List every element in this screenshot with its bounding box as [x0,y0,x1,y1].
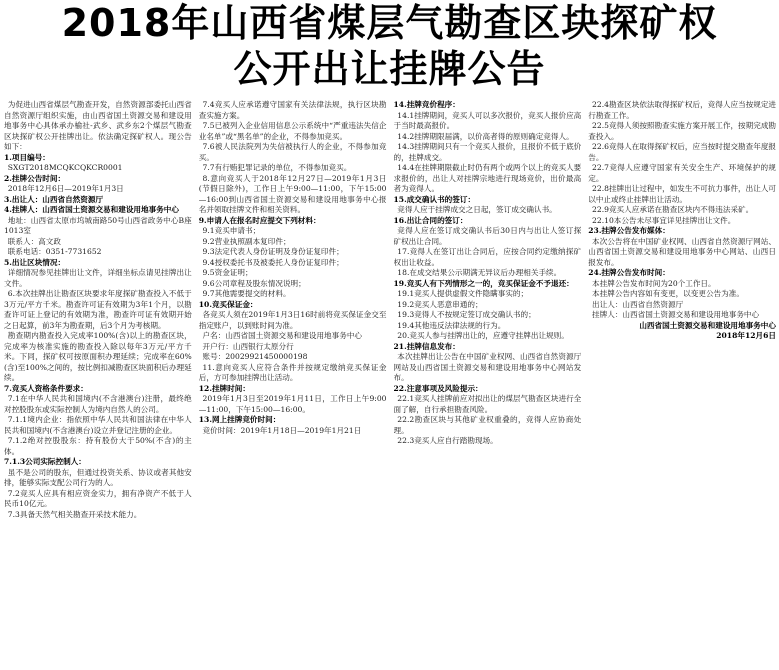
column-3-paragraph: 14.2挂牌期限届满，以价高者得的原则确定竞得人。 [397,131,574,141]
column-4-paragraph: 22.5竞得人须按照勘查实施方案开展工作，按期完成勘查投入。 [588,121,776,141]
column-4-paragraph: 22.6竞得人在取得探矿权后，应当按时提交勘查年度报告。 [588,142,776,162]
column-3-paragraph: 19.1竞买人提供虚假文件隐瞒事实的； [397,289,529,298]
column-1-paragraph: 7.竞买人资格条件要求： [4,383,88,393]
column-1-paragraph: 7.1.3公司实际控制人： [4,457,86,466]
column-4-paragraph: 出让人：山西省自然资源厅 [592,299,684,309]
column-4-paragraph: 24.挂牌公告发布时间： [588,268,670,277]
column-1-paragraph: 7.1.2绝对控股股东：持有股份大于50%(不含)的主体。 [4,436,192,456]
column-1-paragraph: 2.挂牌公告时间： [4,173,66,183]
column-2-paragraph: 7.7有行贿犯罪记录的单位，不得参加竞买。 [202,163,352,172]
column-3-paragraph: 15.成交确认书的签订： [393,194,476,204]
column-4-paragraph: 22.9竞买人应承诺在勘查区块内不得违法采矿。 [592,205,754,214]
column-4-paragraph: 本挂牌公告发布时间为20个工作日。 [592,278,716,288]
column-4-paragraph: 挂牌人：山西省国土资源交易和建设用地事务中心 [592,310,760,319]
column-2-paragraph: 账号：20029921450000198 [202,352,308,361]
column-3-paragraph: 竞得人应于挂牌成交之日起，签订成交确认书。 [397,205,557,214]
column-2-paragraph: 7.6被人民法院列为失信被执行人的企业，不得参加竞买。 [198,142,387,162]
column-1-paragraph: 为促进山西省煤层气勘查开发，自然资源部委托山西省自然资源厅组织实施，由山西省国土资源交易和建设用地事务中心具体承办榆社-武乡、武乡东2个煤层气勘查区块探矿权公开挂牌出让。依法确定探矿权人。现公告如下： [4,100,192,151]
column-2-paragraph: 竞价时间：2019年1月18日—2019年1月21日 [202,425,362,435]
article-column-3 [394,100,582,668]
headline-line-2: 公开出让挂牌公告 [233,47,546,91]
column-3-paragraph: 竞得人应在签订成交确认书后30日内与出让人签订探矿权出让合同。 [393,226,582,246]
column-2-paragraph: 7.5已被列入企业信用信息公示系统中“严重违法失信企业名单”或“黑名单”的企业，不得参加竞买。 [198,121,387,141]
article-column-4 [588,100,776,668]
column-1-paragraph: 5.出让区块情况： [4,257,66,267]
column-1-paragraph: 4.挂牌人：山西省国土资源交易和建设用地事务中心 [4,205,179,214]
announcement-headline [0,0,779,96]
column-4-paragraph: 22.10本公告未尽事宜详见挂牌出让文件。 [592,215,736,225]
column-3-paragraph: 17.竞得人在签订出让合同后，应按合同约定缴纳探矿权出让收益。 [393,247,582,267]
column-3-paragraph: 本次挂牌出让公告在中国矿业权网、山西省自然资源厅网站及山西省国土资源交易和建设用地事务中心网站发布。 [393,352,582,382]
column-1-paragraph: 详细情况参见挂牌出让文件，详细坐标点请见挂牌出让文件。 [4,268,192,288]
column-1-paragraph: 7.1在中华人民共和国境内(不含港澳台)注册，最终绝对控股股东或实际控制人为境内自然人的公司。 [4,394,192,414]
column-3-paragraph: 18.在成交结果公示期满无异议后办理相关手续。 [397,268,562,277]
column-3-paragraph: 20.竞买人参与挂牌出让的，应遵守挂牌出让规则。 [397,331,569,340]
column-2-paragraph: 10.竞买保证金： [198,299,258,309]
column-1-paragraph: 6.本次挂牌出让勘查区块要求年度探矿勘查投入不低于3万元/平方千米。勘查许可证有效期为3年1个月，以勘查许可证上登记的有效期为准，勘查许可证有效期开始之日起算，前3年为勘查期，后3个月为考核期。 [4,289,192,330]
column-1-paragraph: 联系人：高文政 [7,236,61,246]
column-3-paragraph: 19.3竞得人不按规定签订成交确认书的； [397,310,536,319]
column-1-paragraph: 7.2竞买人应具有相应资金实力，拥有净资产不低于人民币10亿元。 [4,488,192,508]
column-1-paragraph: 3.出让人：山西省自然资源厅 [4,194,104,204]
column-3-paragraph: 22.3竞买人应自行踏勘现场。 [397,436,498,445]
column-1-paragraph: 联系电话：0351-7731652 [7,247,102,256]
column-3-paragraph: 19.4其他违反法律法规的行为。 [397,320,506,330]
column-1-paragraph: 虽不是公司的股东，但通过投资关系、协议或者其他安排，能够实际支配公司行为的人。 [4,467,192,487]
column-4-paragraph: 22.7竞得人应遵守国家有关安全生产、环境保护的规定。 [588,163,776,183]
column-2-paragraph: 户名：山西省国土资源交易和建设用地事务中心 [202,331,363,340]
column-4-paragraph: 本挂牌公告内容如有变更，以变更公告为准。 [592,289,744,298]
column-2-paragraph: 7.4竞买人应承诺遵守国家有关法律法规，执行区块勘查实施方案。 [198,100,387,120]
column-3-paragraph: 22.注意事项及风险提示： [393,383,483,393]
column-2-paragraph: 9.申请人在报名时应提交下列材料： [198,215,321,225]
column-2-paragraph: 9.4授权委托书及被委托人身份证复印件； [202,257,344,267]
article-column-1 [4,100,192,668]
column-3-paragraph: 19.竞买人有下列情形之一的，竞买保证金不予退还： [393,278,574,288]
column-2-paragraph: 2019年1月3日至2019年1月11日，工作日上午9:00—11:00，下午15:00—16:00。 [198,394,387,414]
column-3-paragraph: 14.1挂牌期间，竞买人可以多次报价，竞买人报价应高于当时最高报价。 [393,110,582,130]
column-2-paragraph: 13.网上挂牌竞价时间： [198,415,281,424]
column-1-paragraph: 地址：山西省太原市坞城南路50号山西省政务中心B座1013室 [4,215,192,235]
column-3-paragraph: 14.3挂牌期间只有一个竞买人报价，且报价不低于底价的，挂牌成交。 [393,142,582,162]
column-3-paragraph: 22.1竞买人挂牌前应对拟出让的煤层气勘查区块进行全面了解，自行承担勘查风险。 [393,394,582,414]
column-3-paragraph: 14.4在挂牌期限截止时仍有两个或两个以上的竞买人要求报价的，出让人对挂牌宗地进行现场竞价，出价最高者为竞得人。 [393,163,582,193]
column-4-paragraph: 山西省国土资源交易和建设用地事务中心 [639,320,776,330]
headline-line-1: 2018年山西省煤层气勘查区块探矿权 [61,1,718,45]
column-4-paragraph: 23.挂牌公告发布媒体： [588,226,670,235]
column-1-paragraph: 勘查期内勘查投入完成率100%(含)以上的勘查区块，完成率为核准实施的勘查投入除以每年3万元/平方千米。下同，探矿权可按原面积办理延续；完成率在60%(含)至100%之间的，按比例扣减勘查区块面积后办理延续。 [4,331,192,382]
column-1-paragraph: 1.项目编号： [4,152,50,162]
column-2-paragraph: 9.6公司章程及股东情况说明； [202,278,306,288]
column-4-paragraph: 本次公告将在中国矿业权网、山西省自然资源厅网站、山西省国土资源交易和建设用地事务中心网站、山西日报发布。 [588,236,776,267]
article-column-2 [199,100,387,668]
column-3-paragraph: 22.2勘查区块与其他矿业权重叠的，竞得人应协商处理。 [393,415,582,435]
article-columns [4,100,776,668]
column-2-paragraph: 开户行：山西银行太原分行 [202,341,294,351]
column-1-paragraph: SXGT2018MCQKCQKCR0001 [7,163,123,172]
column-4-paragraph: 22.8挂牌出让过程中，如发生不可抗力事件，出让人可以中止或终止挂牌出让活动。 [588,184,776,204]
column-2-paragraph: 9.2营业执照副本复印件； [202,236,291,246]
column-4-paragraph: 2018年12月6日 [716,331,776,340]
column-2-paragraph: 9.1竞买申请书； [202,226,261,235]
column-2-paragraph: 9.3法定代表人身份证明及身份证复印件； [202,247,344,256]
column-3-paragraph: 16.出让合同的签订： [393,215,468,225]
column-1-paragraph: 7.1.1境内企业：指依照中华人民共和国法律在中华人民共和国境内(不含港澳台)设立并登记注册的企业。 [4,415,192,435]
column-3-paragraph: 19.2竞买人恶意串通的； [397,299,483,309]
column-3-paragraph: 21.挂牌信息发布： [393,341,460,351]
column-2-paragraph: 各竞买人须在2019年1月3日16时前将竞买保证金交至指定账户，以到账时间为准。 [198,310,387,330]
column-3-paragraph: 14.挂牌竞价程序： [393,100,460,109]
column-1-paragraph: 2018年12月6日—2019年1月3日 [7,184,124,193]
column-1-paragraph: 7.3具备天然气相关勘查开采技术能力。 [7,509,142,519]
column-2-paragraph: 12.挂牌时间： [198,383,250,393]
column-2-paragraph: 9.5资金证明； [202,268,253,277]
column-4-paragraph: 22.4勘查区块依法取得探矿权后，竞得人应当按规定进行勘查工作。 [588,100,776,120]
column-2-paragraph: 9.7其他需要提交的材料。 [202,289,291,298]
column-2-paragraph: 11.意向竞买人应符合条件并按规定缴纳竞买保证金后，方可参加挂牌出让活动。 [198,362,387,382]
column-2-paragraph: 8.意向竞买人于2018年12月27日—2019年1月3日(节假日除外)，工作日上午9:00—11:00，下午15:00—16:00到山西省国土资源交易和建设用地事务中心报名并领取挂牌文件和相关资料。 [198,173,387,214]
